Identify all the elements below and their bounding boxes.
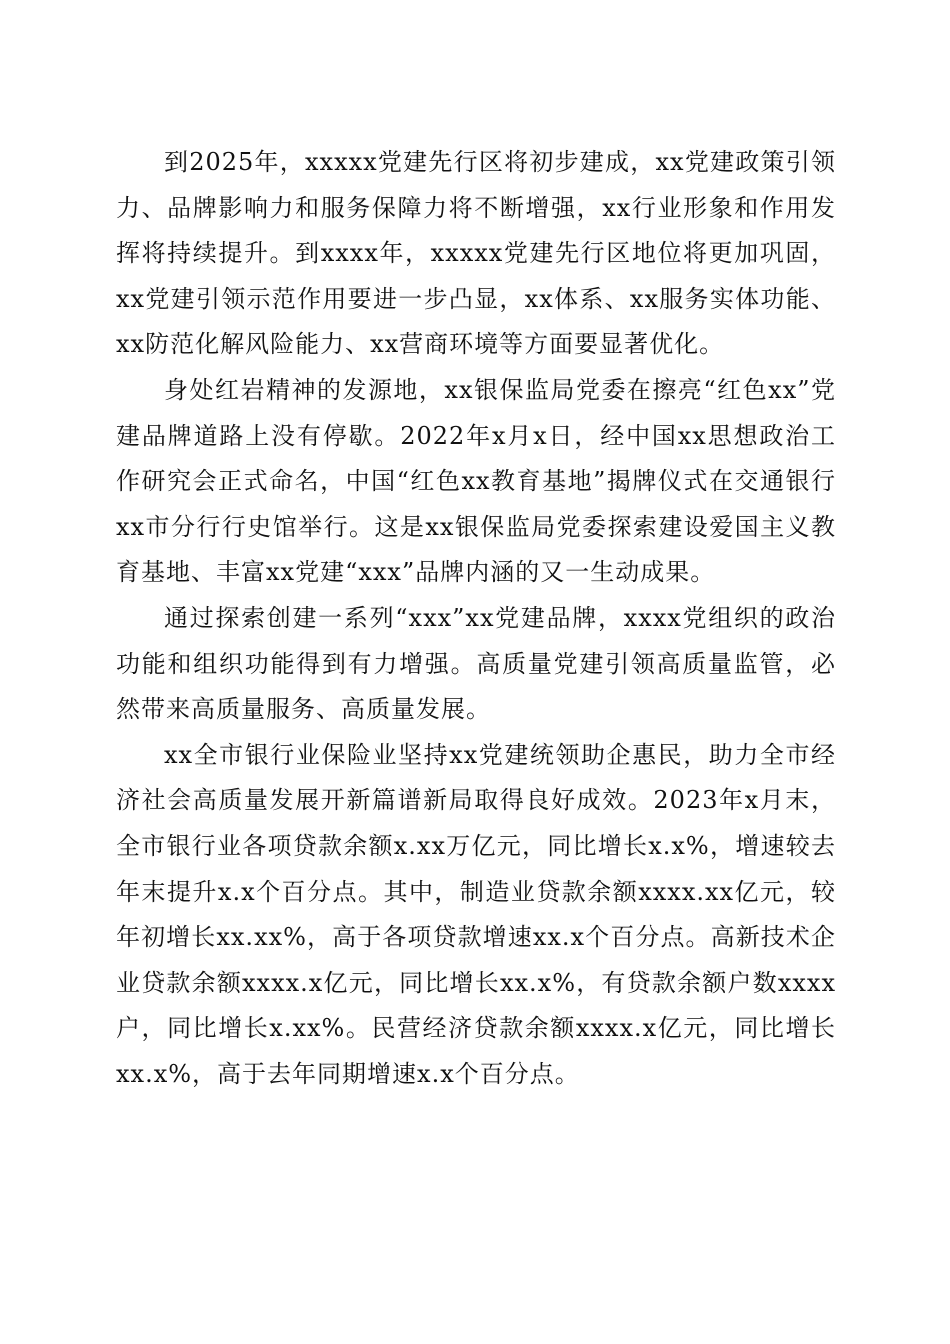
paragraph-3: 通过探索创建一系列“xxx”xx党建品牌，xxxx党组织的政治功能和组织功能得到有力增强。高质量党建引领高质量监管，必然带来高质量服务、高质量发展。 xyxy=(116,603,836,724)
paragraph-2: 身处红岩精神的发源地，xx银保监局党委在擦亮“红色xx”党建品牌道路上没有停歇。2022年x月x日，经中国xx思想政治工作研究会正式命名，中国“红色xx教育基地”揭牌仪式在交通银行xx市分行行史馆举行。这是xx银保监局党委探索建设爱国主义教育基地、丰富xx党建“xxx”品牌内涵的又一生动成果。 xyxy=(116,375,836,587)
paragraph-4: xx全市银行业保险业坚持xx党建统领助企惠民，助力全市经济社会高质量发展开新篇谱新局取得良好成效。2023年x月末，全市银行业各项贷款余额x.xx万亿元，同比增长x.x%，增速较去年末提升x.x个百分点。其中，制造业贷款余额xxxx.xx亿元，较年初增长xx.xx%，高于各项贷款增速xx.x个百分点。高新技术企业贷款余额xxxx.x亿元，同比增长xx.x%，有贷款余额户数xxxx户，同比增长x.xx%。民营经济贷款余额xxxx.x亿元，同比增长xx.x%，高于去年同期增速x.x个百分点。 xyxy=(116,740,836,1088)
document-body xyxy=(116,140,836,1097)
paragraph-1: 到2025年，xxxxx党建先行区将初步建成，xx党建政策引领力、品牌影响力和服务保障力将不断增强，xx行业形象和作用发挥将持续提升。到xxxx年，xxxxx党建先行区地位将更加巩固，xx党建引领示范作用要进一步凸显，xx体系、xx服务实体功能、xx防范化解风险能力、xx营商环境等方面要显著优化。 xyxy=(116,148,836,359)
